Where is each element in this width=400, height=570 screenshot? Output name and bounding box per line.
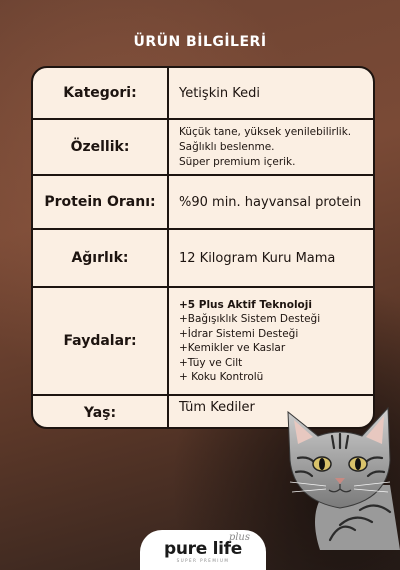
logo-plus-mark: plus bbox=[228, 532, 250, 543]
row-value-line: +İdrar Sistemi Desteği bbox=[179, 327, 299, 340]
row-value bbox=[167, 120, 373, 174]
logo-tagline: SUPER PREMIUM bbox=[176, 558, 230, 563]
row-value-line: Sağlıklı beslenme. bbox=[179, 140, 275, 153]
row-value-line: Küçük tane, yüksek yenilebilirlik. bbox=[179, 125, 352, 138]
row-value-text: %90 min. hayvansal protein bbox=[179, 194, 362, 210]
brand-logo bbox=[140, 530, 266, 570]
row-value-text: Yetişkin Kedi bbox=[179, 85, 260, 101]
row-ozellik bbox=[33, 120, 373, 174]
row-value-line: +5 Plus Aktif Teknoloji bbox=[179, 298, 312, 311]
row-label: Kategori: bbox=[63, 85, 137, 101]
row-kategori bbox=[33, 68, 373, 118]
product-info-table bbox=[31, 66, 375, 429]
row-protein bbox=[33, 176, 373, 228]
row-agirlik bbox=[33, 230, 373, 286]
row-label: Özellik: bbox=[70, 139, 130, 155]
row-value bbox=[167, 230, 373, 286]
row-value-line: +Kemikler ve Kaslar bbox=[179, 342, 286, 354]
row-value-line: + Koku Kontrolü bbox=[179, 371, 264, 383]
row-value-line: +Tüy ve Cilt bbox=[179, 356, 243, 369]
row-value-text: 12 Kilogram Kuru Mama bbox=[179, 250, 336, 266]
row-value-line: Süper premium içerik. bbox=[179, 155, 296, 168]
row-label: Ağırlık: bbox=[71, 250, 129, 266]
row-label: Yaş: bbox=[83, 404, 117, 421]
row-label: Faydalar: bbox=[63, 333, 137, 349]
page-title: ÜRÜN BİLGİLERİ bbox=[133, 34, 267, 50]
row-value bbox=[167, 176, 373, 228]
row-value-line: +Bağışıklık Sistem Desteği bbox=[179, 313, 321, 325]
row-label: Protein Oranı: bbox=[44, 194, 156, 210]
cat-illustration bbox=[280, 400, 400, 550]
row-value bbox=[167, 288, 373, 394]
row-value-text: Tüm Kediler bbox=[179, 400, 255, 415]
row-value bbox=[167, 68, 373, 118]
row-faydalar bbox=[33, 288, 373, 394]
logo-wordmark: pure life bbox=[164, 539, 242, 559]
